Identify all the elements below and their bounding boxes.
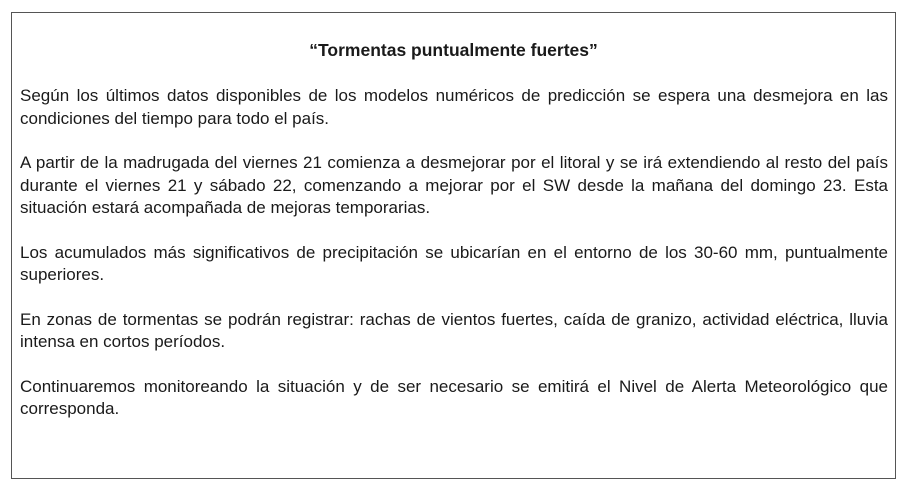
notice-body xyxy=(20,85,888,443)
paragraph-monitoring: Continuaremos monitoreando la situación y de ser necesario se emitirá el Nivel de Alerta Meteorológico que corresponda. xyxy=(20,376,888,418)
notice-title: “Tormentas puntualmente fuertes” xyxy=(309,40,598,60)
paragraph-storm-hazards: En zonas de tormentas se podrán registrar: rachas de vientos fuertes, caída de granizo, actividad eléctrica, lluvia intensa en cortos períodos. xyxy=(20,309,888,351)
paragraph-forecast-intro: Según los últimos datos disponibles de los modelos numéricos de predicción se espera una desmejora en las condiciones del tiempo para todo el país. xyxy=(20,86,888,128)
paragraph-precipitation: Los acumulados más significativos de precipitación se ubicarían en el entorno de los 30-60 mm, puntualmente superiores. xyxy=(20,242,888,284)
paragraph-timeline: A partir de la madrugada del viernes 21 comienza a desmejorar por el litoral y se irá extendiendo al resto del país durante el viernes 21 y sábado 22, comenzando a mejorar por el SW desde la mañana del domingo 23. Esta situación estará acompañada de mejoras temporarias. xyxy=(20,153,888,217)
weather-notice-box xyxy=(11,12,896,479)
